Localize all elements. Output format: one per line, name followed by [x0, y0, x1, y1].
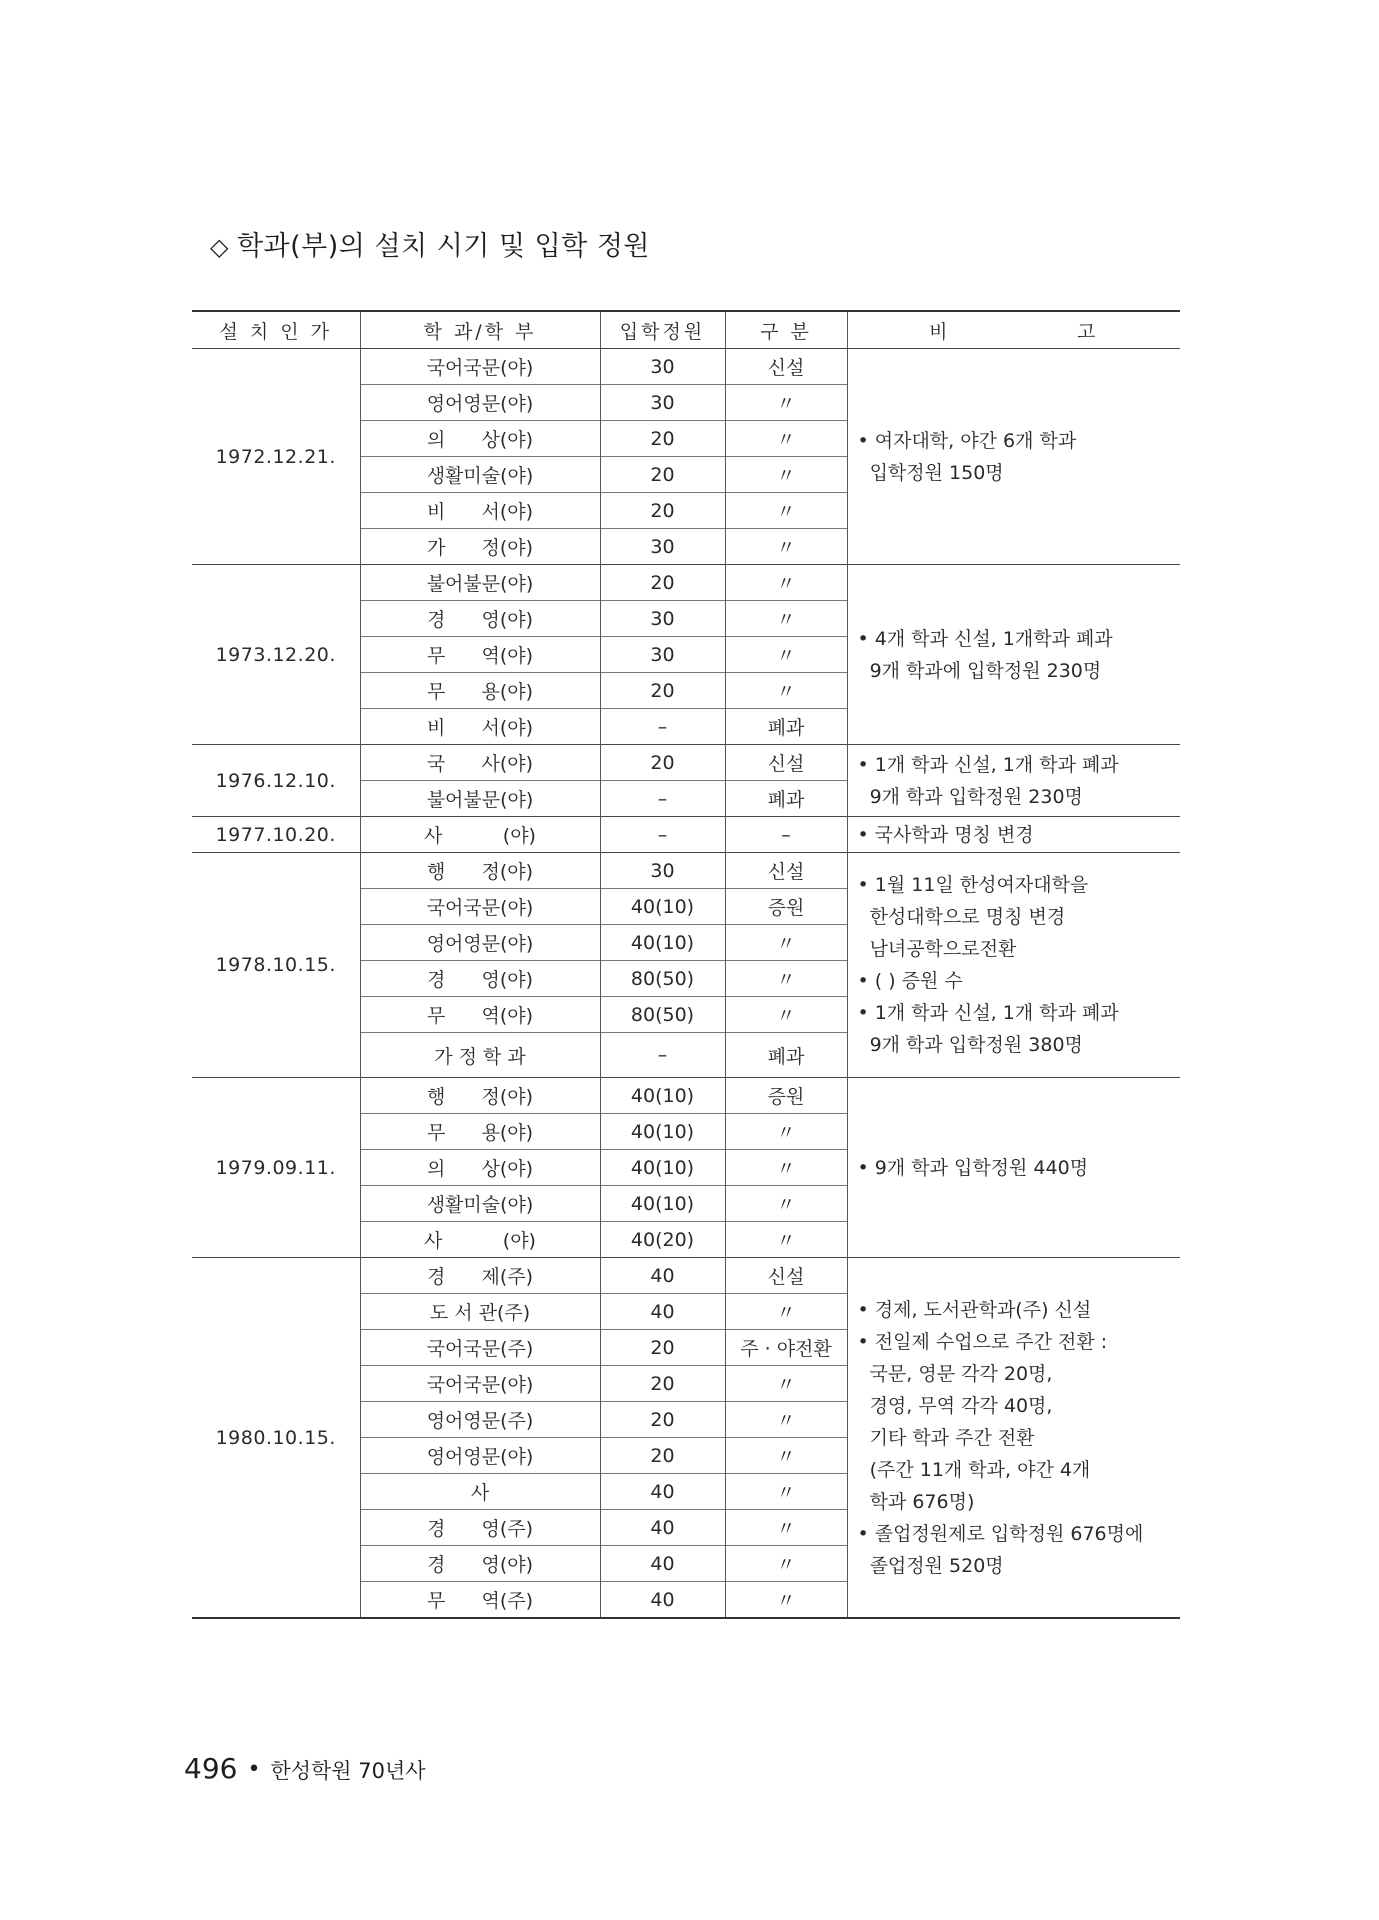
department-establishment-table: [192, 310, 1180, 1619]
category-cell: 〃: [725, 1546, 847, 1582]
department-cell: 영어영문(야): [360, 925, 600, 961]
remarks-cell: [847, 1078, 1180, 1258]
department-cell: 불어불문(야): [360, 781, 600, 817]
remarks-cell: [847, 853, 1180, 1078]
department-cell: 의 상(야): [360, 421, 600, 457]
header-quota: 입학정원: [600, 311, 725, 349]
quota-cell: 40(10): [600, 1186, 725, 1222]
department-cell: 영어영문(야): [360, 385, 600, 421]
category-cell: 〃: [725, 457, 847, 493]
department-cell: 경 영(야): [360, 961, 600, 997]
category-cell: 〃: [725, 1366, 847, 1402]
section-title: [210, 224, 650, 263]
category-cell: 〃: [725, 637, 847, 673]
category-cell: 〃: [725, 1582, 847, 1619]
category-cell: 〃: [725, 1402, 847, 1438]
department-cell: 생활미술(야): [360, 1186, 600, 1222]
department-cell: 사: [360, 1474, 600, 1510]
quota-cell: –: [600, 781, 725, 817]
category-cell: 〃: [725, 565, 847, 601]
category-cell: 〃: [725, 601, 847, 637]
category-cell: 〃: [725, 1186, 847, 1222]
quota-cell: –: [600, 709, 725, 745]
quota-cell: 30: [600, 601, 725, 637]
remarks-cell: [847, 1258, 1180, 1619]
remark-line: • 경제, 도서관학과(주) 신설: [857, 1298, 1092, 1321]
quota-cell: 80(50): [600, 961, 725, 997]
quota-cell: 20: [600, 1366, 725, 1402]
remark-line: 9개 학과 입학정원 380명: [857, 1034, 1083, 1056]
header-remarks: 비 고: [847, 311, 1180, 349]
book-title: 한성학원 70년사: [270, 1759, 426, 1783]
department-cell: 비 서(야): [360, 709, 600, 745]
remark-line: • 국사학과 명칭 변경: [857, 823, 1034, 846]
category-cell: 폐과: [725, 709, 847, 745]
category-cell: 〃: [725, 1150, 847, 1186]
remark-line: • 전일제 수업으로 주간 전환 :: [857, 1330, 1108, 1353]
table-row: [192, 1258, 1180, 1294]
remark-line: • 1개 학과 신설, 1개 학과 폐과: [857, 1002, 1119, 1024]
department-cell: 생활미술(야): [360, 457, 600, 493]
department-cell: 가 정(야): [360, 529, 600, 565]
quota-cell: 40: [600, 1546, 725, 1582]
department-cell: 사 (야): [360, 817, 600, 853]
remark-line: 9개 학과 입학정원 230명: [857, 785, 1083, 808]
quota-cell: 40(10): [600, 1150, 725, 1186]
department-cell: 경 제(주): [360, 1258, 600, 1294]
header-category: 구 분: [725, 311, 847, 349]
department-cell: 도 서 관(주): [360, 1294, 600, 1330]
department-cell: 비 서(야): [360, 493, 600, 529]
remark-line: • 졸업정원제로 입학정원 676명에: [857, 1522, 1144, 1545]
table-row: [192, 565, 1180, 601]
quota-cell: 30: [600, 529, 725, 565]
quota-cell: 40: [600, 1510, 725, 1546]
quota-cell: 20: [600, 457, 725, 493]
quota-cell: 40(10): [600, 1078, 725, 1114]
quota-cell: 20: [600, 745, 725, 781]
remark-line: 졸업정원 520명: [857, 1554, 1004, 1577]
remark-line: 경영, 무역 각각 40명,: [857, 1394, 1053, 1417]
footer-separator: •: [247, 1757, 261, 1782]
quota-cell: 30: [600, 349, 725, 385]
quota-cell: 40: [600, 1258, 725, 1294]
table-row: [192, 349, 1180, 385]
category-cell: 〃: [725, 1114, 847, 1150]
remark-line: • 4개 학과 신설, 1개학과 폐과: [857, 627, 1113, 650]
category-cell: 주 · 야전환: [725, 1330, 847, 1366]
department-cell: 국 사(야): [360, 745, 600, 781]
category-cell: –: [725, 817, 847, 853]
department-cell: 행 정(야): [360, 853, 600, 889]
quota-cell: 40: [600, 1582, 725, 1619]
category-cell: 〃: [725, 421, 847, 457]
category-cell: 신설: [725, 745, 847, 781]
table-row: [192, 853, 1180, 889]
category-cell: 〃: [725, 673, 847, 709]
quota-cell: 20: [600, 565, 725, 601]
quota-cell: –: [600, 1033, 725, 1078]
section-title-text: 학과(부)의 설치 시기 및 입학 정원: [236, 231, 651, 262]
table-header-row: [192, 311, 1180, 349]
department-cell: 영어영문(주): [360, 1402, 600, 1438]
department-cell: 경 영(주): [360, 1510, 600, 1546]
remark-line: • ( ) 증원 수: [857, 970, 963, 992]
quota-cell: 20: [600, 421, 725, 457]
remarks-cell: [847, 745, 1180, 817]
quota-cell: 40(20): [600, 1222, 725, 1258]
category-cell: 〃: [725, 1438, 847, 1474]
approval-date-cell: 1976.12.10.: [192, 745, 360, 817]
category-cell: 〃: [725, 1510, 847, 1546]
quota-cell: 30: [600, 853, 725, 889]
table-row: [192, 817, 1180, 853]
table-row: [192, 745, 1180, 781]
department-cell: 무 역(야): [360, 997, 600, 1033]
category-cell: 〃: [725, 1474, 847, 1510]
category-cell: 〃: [725, 493, 847, 529]
category-cell: 폐과: [725, 1033, 847, 1078]
department-cell: 국어국문(야): [360, 349, 600, 385]
table-row: [192, 1078, 1180, 1114]
category-cell: 증원: [725, 889, 847, 925]
department-cell: 불어불문(야): [360, 565, 600, 601]
diamond-marker-icon: ◇: [210, 233, 229, 261]
department-cell: 행 정(야): [360, 1078, 600, 1114]
remarks-cell: [847, 565, 1180, 745]
category-cell: 〃: [725, 997, 847, 1033]
page-number: 496: [184, 1752, 238, 1785]
approval-date-cell: 1979.09.11.: [192, 1078, 360, 1258]
remark-line: 9개 학과에 입학정원 230명: [857, 659, 1102, 682]
quota-cell: 30: [600, 385, 725, 421]
quota-cell: 20: [600, 1438, 725, 1474]
category-cell: 신설: [725, 349, 847, 385]
department-cell: 무 용(야): [360, 1114, 600, 1150]
header-department: 학 과/학 부: [360, 311, 600, 349]
approval-date-cell: 1977.10.20.: [192, 817, 360, 853]
department-cell: 국어국문(주): [360, 1330, 600, 1366]
department-cell: 국어국문(야): [360, 889, 600, 925]
remark-line: • 1월 11일 한성여자대학을: [857, 874, 1089, 896]
quota-cell: 20: [600, 673, 725, 709]
category-cell: 증원: [725, 1078, 847, 1114]
category-cell: 〃: [725, 1222, 847, 1258]
category-cell: 〃: [725, 925, 847, 961]
quota-cell: 40: [600, 1474, 725, 1510]
quota-cell: 30: [600, 637, 725, 673]
approval-date-cell: 1978.10.15.: [192, 853, 360, 1078]
category-cell: 〃: [725, 961, 847, 997]
remark-line: 남녀공학으로전환: [857, 938, 1017, 960]
department-cell: 가 정 학 과: [360, 1033, 600, 1078]
remark-line: 기타 학과 주간 전환: [857, 1426, 1035, 1449]
quota-cell: 20: [600, 1402, 725, 1438]
category-cell: 〃: [725, 1294, 847, 1330]
quota-cell: 40: [600, 1294, 725, 1330]
quota-cell: –: [600, 817, 725, 853]
category-cell: 신설: [725, 853, 847, 889]
remark-line: (주간 11개 학과, 야간 4개: [857, 1458, 1091, 1481]
remarks-cell: [847, 349, 1180, 565]
quota-cell: 40(10): [600, 1114, 725, 1150]
quota-cell: 80(50): [600, 997, 725, 1033]
department-cell: 사 (야): [360, 1222, 600, 1258]
quota-cell: 40(10): [600, 925, 725, 961]
department-cell: 의 상(야): [360, 1150, 600, 1186]
approval-date-cell: 1972.12.21.: [192, 349, 360, 565]
department-cell: 무 역(야): [360, 637, 600, 673]
category-cell: 폐과: [725, 781, 847, 817]
remarks-cell: [847, 817, 1180, 853]
table-body: [192, 349, 1180, 1619]
department-cell: 무 역(주): [360, 1582, 600, 1619]
remark-line: 입학정원 150명: [857, 461, 1004, 484]
department-cell: 국어국문(야): [360, 1366, 600, 1402]
category-cell: 신설: [725, 1258, 847, 1294]
remark-line: 한성대학으로 명칭 변경: [857, 906, 1066, 928]
department-cell: 무 용(야): [360, 673, 600, 709]
remark-line: 학과 676명): [857, 1490, 975, 1513]
remark-line: • 9개 학과 입학정원 440명: [857, 1156, 1089, 1179]
remark-line: • 1개 학과 신설, 1개 학과 폐과: [857, 753, 1119, 776]
department-cell: 경 영(야): [360, 601, 600, 637]
quota-cell: 20: [600, 493, 725, 529]
department-cell: 영어영문(야): [360, 1438, 600, 1474]
quota-cell: 20: [600, 1330, 725, 1366]
approval-date-cell: 1980.10.15.: [192, 1258, 360, 1619]
remark-line: • 여자대학, 야간 6개 학과: [857, 429, 1077, 452]
department-cell: 경 영(야): [360, 1546, 600, 1582]
category-cell: 〃: [725, 385, 847, 421]
page-footer: [184, 1752, 426, 1785]
category-cell: 〃: [725, 529, 847, 565]
header-approval-date: 설 치 인 가: [192, 311, 360, 349]
approval-date-cell: 1973.12.20.: [192, 565, 360, 745]
quota-cell: 40(10): [600, 889, 725, 925]
remark-line: 국문, 영문 각각 20명,: [857, 1362, 1053, 1385]
